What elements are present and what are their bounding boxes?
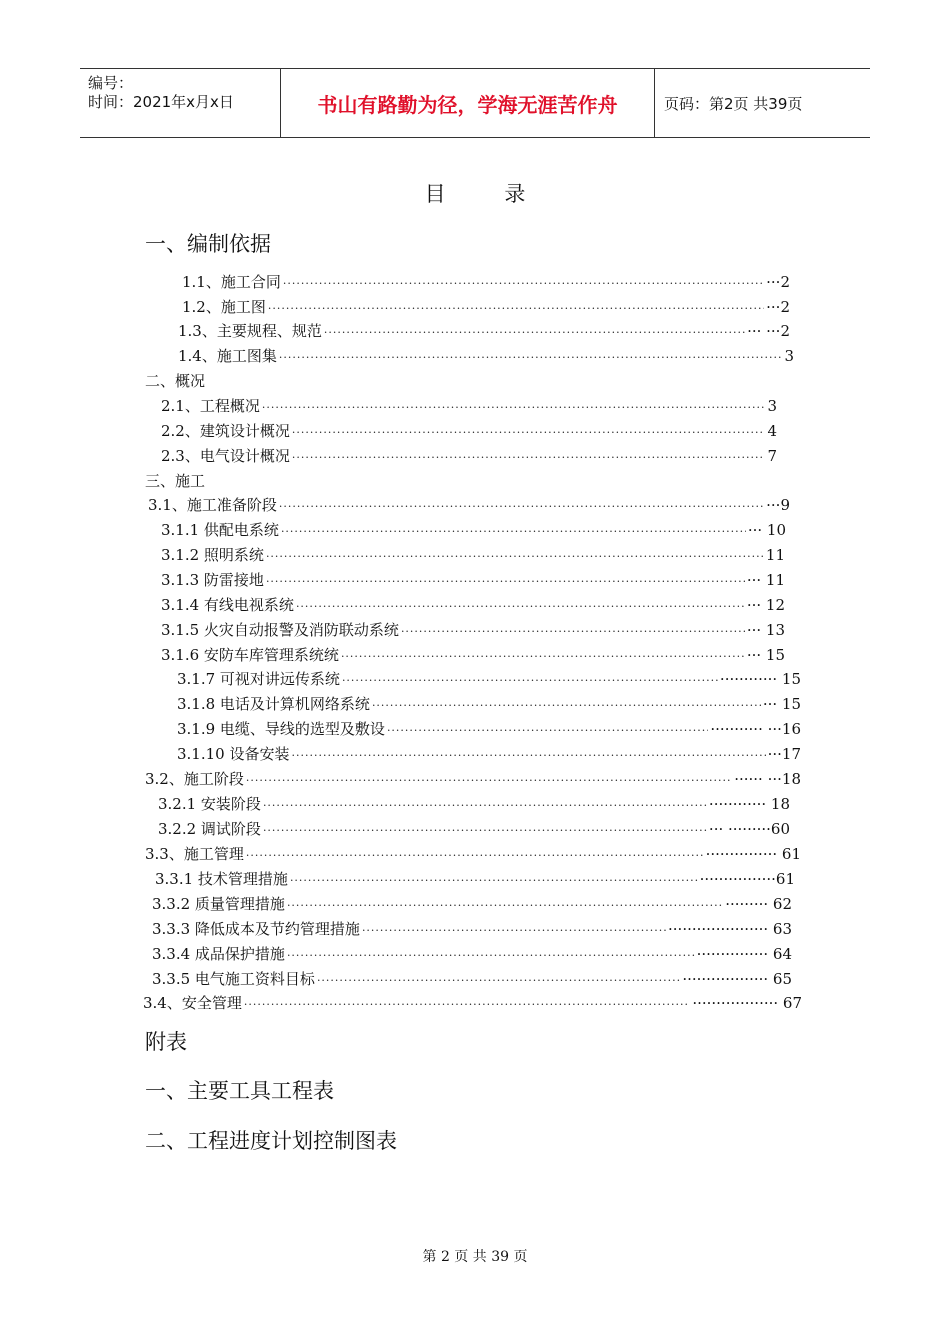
toc-entry-title: 3.1.1 供配电系统 (161, 521, 279, 539)
toc-entry-page: 3 (767, 397, 777, 415)
toc-entry-title: 3.1.9 电缆、导线的选型及敷设 (177, 720, 385, 738)
toc-entry-title: 3.3.2 质量管理措施 (152, 895, 285, 913)
toc-leader (401, 625, 745, 638)
toc-leader (341, 650, 745, 663)
appendix-item-tools: 一、主要工具工程表 (145, 1079, 334, 1103)
toc-entry[interactable] (182, 271, 790, 292)
toc-leader (362, 924, 666, 937)
toc-entry-title: 2.3、电气设计概况 (161, 447, 290, 465)
toc-entry-title: 3.1.10 设备安装 (177, 745, 290, 763)
toc-entry-title: 3.3.3 降低成本及节约管理措施 (152, 920, 360, 938)
toc-entry[interactable] (161, 644, 785, 665)
toc-entry-title: 1.1、施工合同 (182, 273, 281, 291)
toc-entry-page: ··············· 64 (696, 945, 792, 963)
toc-entry[interactable] (182, 296, 790, 317)
toc-entry-page: ················61 (699, 870, 795, 888)
toc-entry[interactable] (177, 693, 801, 714)
toc-entry[interactable] (148, 494, 790, 515)
toc-entry-page: ··· ···2 (747, 322, 790, 340)
toc-entry[interactable] (177, 743, 801, 764)
toc-entry[interactable] (161, 594, 785, 615)
toc-leader (279, 500, 764, 513)
toc-leader (292, 426, 766, 439)
toc-entry-page: ········· 62 (725, 895, 792, 913)
toc-entry-page: ··· 13 (746, 621, 785, 639)
toc-leader (324, 326, 745, 339)
toc-entry-page: ··· 11 (746, 571, 785, 589)
toc-entry-page: ··········· ···16 (710, 720, 801, 738)
toc-entry-title: 3.1、施工准备阶段 (148, 496, 277, 514)
toc-section-1: 一、编制依据 (145, 232, 271, 256)
toc-entry-page: ···17 (767, 745, 801, 763)
doc-time-label: 时间：2021年x月x日 (88, 93, 234, 111)
toc-entry-page: ··· 12 (746, 596, 785, 614)
toc-entry[interactable] (161, 544, 785, 565)
toc-leader (342, 674, 718, 687)
toc-entry-title: 3.1.5 火灾自动报警及消防联动系统 (161, 621, 399, 639)
toc-entry-title: 2.2、建筑设计概况 (161, 422, 290, 440)
toc-entry-page: ··· ·········60 (708, 820, 790, 838)
toc-entry-page: ······ ···18 (734, 770, 801, 788)
toc-leader (291, 749, 765, 762)
toc-leader (290, 874, 698, 887)
toc-entry-title: 3.2.2 调试阶段 (158, 820, 261, 838)
toc-entry-title: 3.3.4 成品保护措施 (152, 945, 285, 963)
page-footer: 第 2 页 共 39 页 (422, 1249, 528, 1265)
toc-leader (287, 899, 723, 912)
toc-entry-page: 7 (767, 447, 777, 465)
toc-entry[interactable] (152, 918, 792, 939)
toc-entry-title: 3.3.5 电气施工资料目标 (152, 970, 315, 988)
toc-entry-page: ···2 (766, 273, 790, 291)
appendix-heading: 附表 (145, 1030, 187, 1054)
toc-entry-title: 3.1.8 电话及计算机网络系统 (177, 695, 370, 713)
toc-entry-page: ···2 (766, 298, 790, 316)
toc-section-3: 三、施工 (145, 472, 206, 490)
toc-leader (281, 525, 746, 538)
header-meta (80, 69, 280, 137)
toc-leader (292, 451, 766, 464)
toc-entry-title: 3.3.1 技术管理措施 (155, 870, 288, 888)
toc-entry-title: 3.2.1 安装阶段 (158, 795, 261, 813)
toc-entry-page: ··· 15 (746, 646, 785, 664)
toc-entry[interactable] (161, 569, 785, 590)
toc-entry[interactable] (158, 793, 790, 814)
toc-entry[interactable] (178, 345, 794, 366)
toc-entry-title: 3.1.3 防雷接地 (161, 571, 264, 589)
toc-leader (246, 774, 732, 787)
toc-entry-page: 3 (784, 347, 794, 365)
toc-entry[interactable] (161, 395, 777, 416)
toc-leader (263, 799, 707, 812)
toc-entry-page: ····················· 63 (668, 920, 792, 938)
toc-leader (387, 724, 708, 737)
toc-entry-title: 3.1.7 可视对讲远传系统 (177, 670, 340, 688)
toc-entry[interactable] (158, 818, 790, 839)
toc-entry-page: ··· 15 (762, 695, 801, 713)
toc-entry-page: ············ 15 (719, 670, 801, 688)
toc-entry-title: 1.2、施工图 (182, 298, 266, 316)
toc-title: 目 录 (424, 182, 552, 206)
toc-section-2: 二、概况 (145, 372, 206, 390)
toc-entry[interactable] (152, 943, 792, 964)
toc-entry[interactable] (155, 868, 795, 889)
doc-number-label: 编号： (88, 74, 134, 92)
toc-entry[interactable] (152, 968, 792, 989)
toc-leader (244, 998, 690, 1011)
toc-entry-title: 2.1、工程概况 (161, 397, 260, 415)
toc-entry-title: 1.4、施工图集 (178, 347, 277, 365)
header-motto: 书山有路勤为径，学海无涯苦作舟 (280, 69, 655, 137)
toc-leader (287, 949, 695, 962)
toc-entry-title: 3.1.4 有线电视系统 (161, 596, 294, 614)
toc-entry-title: 3.3、施工管理 (145, 845, 244, 863)
toc-entry-page: ···9 (766, 496, 790, 514)
toc-leader (263, 824, 707, 837)
toc-entry[interactable] (161, 519, 786, 540)
toc-entry-page: ··· 10 (747, 521, 786, 539)
toc-entry-title: 3.2、施工阶段 (145, 770, 244, 788)
toc-entry[interactable] (152, 893, 792, 914)
toc-entry-title: 3.1.2 照明系统 (161, 546, 264, 564)
toc-entry[interactable] (145, 843, 801, 864)
toc-entry[interactable] (143, 992, 802, 1013)
toc-leader (246, 849, 704, 862)
toc-entry-page: 11 (765, 546, 785, 564)
header-page-label: 页码：第2页 共39页 (664, 94, 803, 113)
toc-entry[interactable] (161, 420, 777, 441)
toc-leader (296, 600, 745, 613)
toc-entry[interactable] (161, 619, 785, 640)
toc-entry-title: 1.3、主要规程、规范 (178, 322, 322, 340)
toc-entry[interactable] (178, 320, 790, 341)
appendix-item-schedule: 二、工程进度计划控制图表 (145, 1129, 397, 1153)
toc-entry-page: 4 (767, 422, 777, 440)
toc-entry[interactable] (161, 445, 777, 466)
toc-entry[interactable] (177, 668, 801, 689)
toc-leader (279, 351, 783, 364)
page-header (80, 68, 870, 138)
toc-entry-page: ············ 18 (708, 795, 790, 813)
toc-leader (372, 699, 761, 712)
toc-entry-page: ·················· 67 (692, 994, 802, 1012)
toc-entry-page: ··············· 61 (705, 845, 801, 863)
toc-entry-title: 3.1.6 安防车库管理系统统 (161, 646, 339, 664)
toc-entry[interactable] (177, 718, 801, 739)
toc-leader (262, 401, 766, 414)
toc-entry[interactable] (145, 768, 801, 789)
toc-entry-page: ·················· 65 (682, 970, 792, 988)
toc-entry-title: 3.4、安全管理 (143, 994, 242, 1012)
toc-leader (268, 302, 764, 315)
toc-leader (266, 575, 745, 588)
toc-leader (266, 550, 764, 563)
toc-leader (283, 277, 764, 290)
toc-leader (317, 974, 680, 987)
